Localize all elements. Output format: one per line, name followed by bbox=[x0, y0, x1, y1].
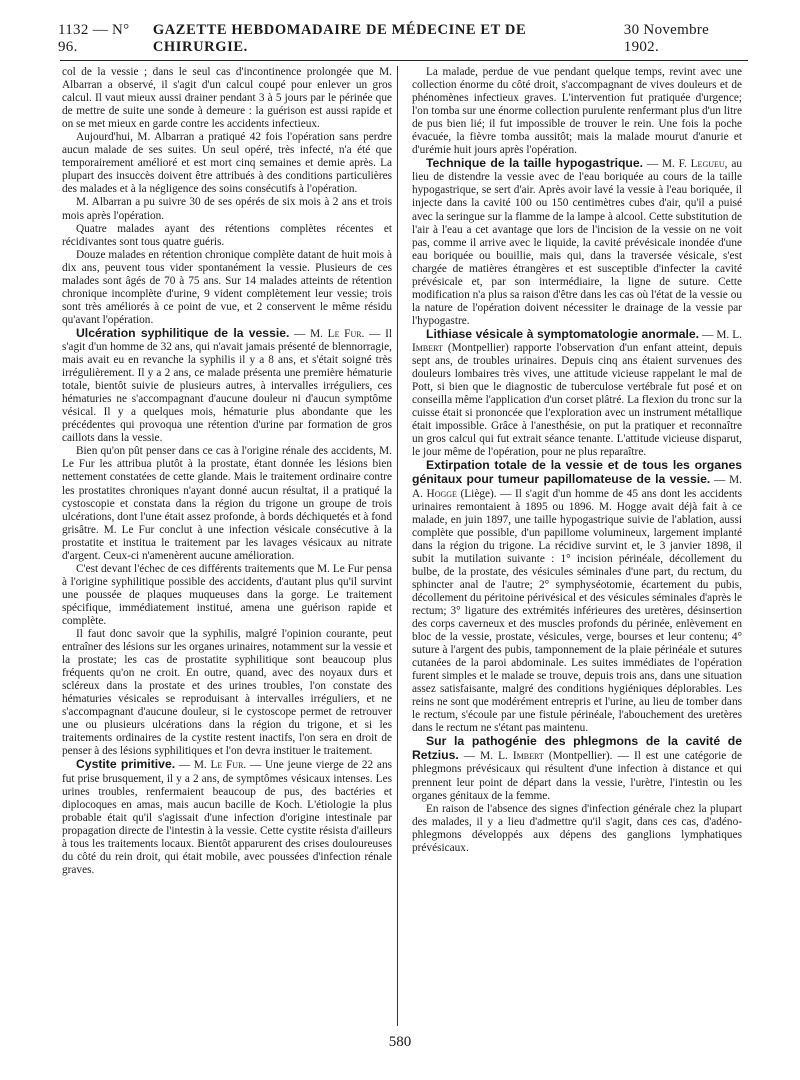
paragraph: Aujourd'hui, M. Albarran a pratiqué 42 fois l'opération sans perdre aucun malade de ses suites. Un seul opéré, très infecté, n'a été que temporairement amélioré et est mort cinq semaines et demie après. La plupart des insuccès doivent être attribués à des conditions particulières des malades et à la négligence des soins consécutifs à l'opération. bbox=[62, 131, 392, 196]
section-author: M. Le Fur. bbox=[310, 327, 365, 340]
section-author: M. L. Imbert bbox=[480, 750, 544, 763]
section-title: Technique de la taille hypogastrique. bbox=[426, 156, 644, 171]
section-title: Ulcération syphilitique de la vessie. bbox=[76, 325, 290, 340]
paragraph: rapporte l'observation d'un enfant atteint, depuis sept ans, de troubles urinaires. Depuis cinq ans étaient survenues des douleurs lombaires très vives, une attitude vicieuse rappelant le mal de Pott, si bien que le diagnostic de tuberculose vertébrale fut posé et on conseilla même l'application d'un corset plâtré. La flexion du tronc sur la cuisse était si prononcée que l'exploration avec un instrument métallique était impossible. Grâce à l'anesthésie, on put la pratiquer et reconnaître un gros calcul qui fut extrait séance tenante. L'attitude vicieuse disparut, le jour même de l'opération, pour ne plus reparaître. bbox=[412, 341, 743, 459]
paragraph: En raison de l'absence des signes d'infection générale chez la plupart des malades, il y a lieu d'admettre qu'il s'agit, dans ces cas, d'adéno-phlegmons développés aux dépens des ganglions lymphatiques prévésicaux. bbox=[412, 802, 742, 854]
column-divider bbox=[397, 66, 398, 1026]
journal-title: GAZETTE HEBDOMADAIRE DE MÉDECINE ET DE CHIRURGIE. bbox=[152, 22, 527, 55]
section-title: Extirpation totale de la vessie et de tous les organes génitaux pour tumeur papillomateuse de la vessie. bbox=[412, 458, 742, 487]
section-taille-hypogastrique: Technique de la taille hypogastrique. — M. F. Legueu, au lieu de distendre la vessie avec de l'eau boriquée au cours de la taille hypogastrique, se sert d'air. Après avoir lavé la vessie à l'eau boriquée, il injecte dans la cavité 100 ou 150 centimètres cubes d'air, qu'il a puisé avec la seringue sur la flamme de la lampe à alcool. Cette substitution de l'air à l'eau a cet avantage que lors de l'incision de la vessie on ne voit pas, comme il arrive avec le liquide, la cavité prévésicale inondée d'une eau boriquée ou bouillie, mais qui, dans la traversée vésicale, s'est chargée de matières étrangères et est susceptible d'infecter la cavité prévésicale et, par son intermédiaire, la ligne de suture. Cette modification n'a plus sa raison d'être dans les cas où l'état de la vessie ou la nature de l'opération doivent nécessiter le drainage de la vessie par l'hypogastre. bbox=[412, 156, 742, 327]
paragraph: Il est une catégorie de phlegmons prévésicaux qui résultent d'une infection à distance et qui prennent leur point de départ dans la vessie, l'urètre, l'intestin ou les organes génitaux de la femme. bbox=[412, 750, 743, 802]
section-author: M. F. Legueu, bbox=[661, 158, 728, 171]
running-header bbox=[58, 22, 748, 56]
header-rule bbox=[60, 60, 748, 61]
paragraph: Il faut donc savoir que la syphilis, malgré l'opinion courante, peut entraîner des lésions sur les organes urinaires, notamment sur la vessie et la prostate; les cas de prostatite syphilitique sont beaucoup plus fréquents qu'on ne croit. En outre, quand, avec des noyaux durs et scléreux dans la prostate et des urines troubles, l'on constate des hématuries vésicales se reproduisant à intervalles irréguliers, et ne s'accompagnant d'aucune douleur, si le cystoscope permet de retrouver une ou plusieurs ulcérations dans la région du trigone, et si les traitements ordinaires de la cystite restent inactifs, l'on sera en droit de penser à des lésions syphilitiques et l'on devra instituer le traitement. bbox=[62, 628, 392, 758]
paragraph: Douze malades en rétention chronique complète datant de huit mois à dix ans, peuvent tous vider spontanément la vessie. Plusieurs de ces malades sont âgés de 70 à 75 ans. Sur 14 malades atteints de rétention chronique incomplète d'urine, 9 vident complètement leur vessie; trois sont très améliorés à ce point de vue, et 2 conservent le même résidu qu'avant l'opération. bbox=[62, 248, 392, 326]
section-author: M. A. Hogge bbox=[412, 474, 742, 500]
right-column bbox=[412, 66, 742, 855]
header-left: 1132 — N° 96. bbox=[58, 22, 130, 55]
paragraph: Bien qu'on pût penser dans ce cas à l'origine rénale des accidents, M. Le Fur les attribua plutôt à la prostate, étant donnée les lésions bien nettement constatées de cette glande. Mais le traitement ordinaire contre les prostatites chroniques n'ayant donné aucun résultat, il a pratiqué la cystoscopie et constata dans la région du trigone un groupe de trois ulcérations, dont l'une était assez profonde, à bords déchiquetés et à fond grisâtre. M. Le Fur conclut à une infection vésicale consécutive à la prostatite et institua le traitement par les lavages vésicaux au nitrate d'argent. Ceux-ci n'amenèrent aucune amélioration. bbox=[62, 445, 392, 562]
section-author: M. L. Imbert bbox=[412, 328, 742, 354]
paragraph: Il s'agit d'un homme de 45 ans dont les accidents urinaires remontaient à 1895 ou 1896. M. Hogge avait déjà fait à ce malade, en juin 1897, une taille hypogastrique suivie de l'ablation, aussi complète que possible, d'un papillome volumineux, largement implanté dans la région du trigone. La récidive survint et, le 3 janvier 1898, il subit la mutilation suivante : 1° incision périnéale, décollement du bulbe, de la prostate, des vésicules séminales d'une part, du rectum, du sphincter anal de l'autre; 2° symphyséotomie, écartement du pubis, décollement du péritoine périvésical et des vésicules séminales d'après le rectum; 3° ligature des extrémités inférieures des uretères, désinsertion des corps caverneux et des muscles profonds du périnée, enlèvement en bloc de la vessie, prostate, vésicules, verge, bourses et leur contenu; 4° suture à l'argent des pubis, tamponnement de la plaie périnéale et sutures cutanées de la paroi abdominale. Les suites immédiates de l'opération furent simples et le malade se trouve, depuis trois ans, dans une situation assez satisfaisante, malgré des conditions hygiéniques déplorables. Les reins ne sont que modérément entrepris et l'urine, au lieu de tomber dans le rectum, s'écoule par une fistule périnéale, l'abouchement des uretères dans le rectum ne s'étant pas maintenu. bbox=[412, 487, 743, 735]
paragraph: col de la vessie ; dans le seul cas d'incontinence prolongée que M. Albarran a observé, il s'agit d'un calcul coupé pour enlever un gros calcul. Il vaut mieux aussi drainer pendant 3 à 5 jours par le périnée que de mettre de suite une sonde à demeure : la guérison est aussi rapide et on se met mieux en garde contre les accidents infectieux. bbox=[62, 66, 392, 131]
section-place: (Liège). bbox=[460, 487, 497, 500]
section-place: (Montpellier) bbox=[447, 341, 509, 354]
paragraph: au lieu de distendre la vessie avec de l'eau boriquée au cours de la taille hypogastrique, se sert d'air. Après avoir lavé la vessie à l'eau boriquée, il injecte dans la cavité 100 ou 150 centimètres cubes d'air, qu'il a puisé avec la seringue sur la flamme de la lampe à alcool. Cette substitution de l'air à l'eau a cet avantage que lors de l'incision de la vessie on ne voit pas, comme il arrive avec le liquide, la cavité prévésicale inondée d'une eau boriquée ou bouillie, mais qui, dans la traversée vésicale, s'est chargée de matières étrangères et est susceptible d'infecter la cavité prévésicale et, par son intermédiaire, la ligne de suture. Cette modification n'a plus sa raison d'être dans les cas où l'état de la vessie ou la nature de l'opération doivent nécessiter le drainage de la vessie par l'hypogastre. bbox=[412, 158, 742, 327]
header-date: 30 Novembre 1902. bbox=[623, 22, 710, 55]
paragraph: La malade, perdue de vue pendant quelque temps, revint avec une collection énorme du côté droit, s'accompagnant de vives douleurs et de phénomènes infectieux graves. L'intervention fut pratiquée d'urgence; l'on tomba sur une énorme collection purulente renfermant plus d'un litre de pus bien lié; il fut impossible de trouver le rein. Une fois la poche évacuée, la fièvre tomba aussitôt; mais la malade mourut d'anurie et d'urémie huit jours après l'opération. bbox=[412, 66, 742, 157]
section-title: Cystite primitive. bbox=[76, 757, 176, 772]
section-ulceration: Ulcération syphilitique de la vessie. — M. Le Fur. — Il s'agit d'un homme de 32 ans, qui n'avait jamais présenté de blennorragie, mais avait eu en revanche la syphilis il y a 8 ans, et s'était soigné très irrégulièrement. Il y a 2 ans, ce malade présenta une première hématurie totale, bientôt suivie de plusieurs autres, à intervalles irréguliers, ces hématuries ne s'accompagnant d'aucune douleur ni d'aucun symptôme vésical. Il y a quelques mois, hématurie plus abondante que les précédentes qui provoqua une rétention d'urine par formation de gros caillots dans la vessie. bbox=[62, 325, 392, 445]
paragraph: Il s'agit d'un homme de 32 ans, qui n'avait jamais présenté de blennorragie, mais avait eu en revanche la syphilis il y a 8 ans, et s'était soigné très irrégulièrement. Il y a 2 ans, ce malade présenta une première hématurie totale, bientôt suivie de plusieurs autres, à intervalles irréguliers, ces hématuries ne s'accompagnant d'aucune douleur ni d'aucun symptôme vésical. Il y a quelques mois, hématurie plus abondante que les précédentes qui provoqua une rétention d'urine par formation de gros caillots dans la vessie. bbox=[62, 327, 392, 445]
page-number: 580 bbox=[388, 1034, 412, 1050]
section-lithiase: Lithiase vésicale à symptomatologie anormale. — M. L. Imbert (Montpellier) rapporte l'observation d'un enfant atteint, depuis sept ans, de troubles urinaires. Depuis cinq ans étaient survenues des douleurs lombaires très vives, une attitude vicieuse rappelant le mal de Pott, si bien que le diagnostic de tuberculose vertébrale fut posé et on conseilla même l'application d'un corset plâtré. La flexion du tronc sur la cuisse était si prononcée que l'exploration avec un instrument métallique était impossible. Grâce à l'anesthésie, on put la pratiquer et reconnaître un gros calcul qui fut extrait séance tenante. L'attitude vicieuse disparut, le jour même de l'opération, pour ne plus reparaître. bbox=[412, 326, 743, 459]
paragraph: M. Albarran a pu suivre 30 de ses opérés de six mois à 2 ans et trois mois après l'opération. bbox=[62, 196, 392, 222]
section-extirpation: Extirpation totale de la vessie et de tous les organes génitaux pour tumeur papillomateuse de la vessie. — M. A. Hogge (Liège). — Il s'agit d'un homme de 45 ans dont les accidents urinaires remontaient à 1895 ou 1896. M. Hogge avait déjà fait à ce malade, en juin 1897, une taille hypogastrique suivie de l'ablation, aussi complète que possible, d'un papillome volumineux, largement implanté dans la région du trigone. La récidive survint et, le 3 janvier 1898, il subit la mutilation suivante : 1° incision périnéale, décollement du bulbe, de la prostate, des vésicules séminales d'une part, du rectum, du sphincter anal de l'autre; 2° symphyséotomie, écartement du pubis, décollement du péritoine périvésical et des vésicules séminales d'après le rectum; 3° ligature des extrémités inférieures des uretères, désinsertion des corps caverneux et des muscles profonds du périnée, enlèvement en bloc de la vessie, prostate, vésicules, verge, bourses et leur contenu; 4° suture à l'argent des pubis, tamponnement de la plaie périnéale et sutures cutanées de la paroi abdominale. Les suites immédiates de l'opération furent simples et le malade se trouve, depuis trois ans, dans une situation assez satisfaisante, malgré des conditions hygiéniques déplorables. Les reins ne sont que modérément entrepris et l'urine, au lieu de tomber dans le rectum, s'écoule par une fistule périnéale, l'abouchement des uretères dans le rectum ne s'étant pas maintenu. bbox=[412, 458, 743, 735]
paragraph: C'est devant l'échec de ces différents traitements que M. Le Fur pensa à l'origine syphilitique possible des accidents, d'autant plus qu'il survint une poussée de plaques muqueuses dans la gorge. Le traitement spécifique, immédiatement institué, amena une guérison rapide et complète. bbox=[62, 562, 392, 627]
paragraph: Une jeune vierge de 22 ans fut prise brusquement, il y a 2 ans, de symptômes vésicaux intenses. Les urines troubles, renfermaient beaucoup de pus, des bactéries et diplocoques en amas, mais aucun bacille de Koch. L'étiologie la plus probable était qu'il s'agissait d'une infection d'origine intestinale par propagation directe de l'intestin à la vessie. Cette cystite résista d'ailleurs à tous les traitements locaux. Bientôt apparurent des crises douloureuses du côté du rein droit, qui était mobile, avec poussées d'infection rénale graves. bbox=[62, 759, 392, 876]
section-author: M. Le Fur. bbox=[193, 759, 247, 772]
section-place: (Montpellier). bbox=[548, 750, 613, 763]
section-title: Lithiase vésicale à symptomatologie anormale. bbox=[426, 326, 700, 341]
paragraph: Quatre malades ayant des rétentions complètes récentes et récidivantes sont tous quatre guéris. bbox=[62, 222, 392, 248]
left-column bbox=[62, 66, 392, 877]
section-retzius: Sur la pathogénie des phlegmons de la cavité de Retzius. — M. L. Imbert (Montpellier). — Il est une catégorie de phlegmons prévésicaux qui résultent d'une infection à distance et qui prennent leur point de départ dans la vessie, l'urètre, l'intestin ou les organes génitaux de la femme. bbox=[412, 734, 743, 802]
section-title: Sur la pathogénie des phlegmons de la cavité de Retzius. bbox=[412, 734, 742, 763]
section-cystite: Cystite primitive. — M. Le Fur. — Une jeune vierge de 22 ans fut prise brusquement, il y a 2 ans, de symptômes vésicaux intenses. Les urines troubles, renfermaient beaucoup de pus, des bactéries et diplocoques en amas, mais aucun bacille de Koch. L'étiologie la plus probable était qu'il s'agissait d'une infection d'origine intestinale par propagation directe de l'intestin à la vessie. Cette cystite résista d'ailleurs à tous les traitements locaux. Bientôt apparurent des crises douloureuses du côté du rein droit, qui était mobile, avec poussées d'infection rénale graves. bbox=[62, 757, 392, 876]
